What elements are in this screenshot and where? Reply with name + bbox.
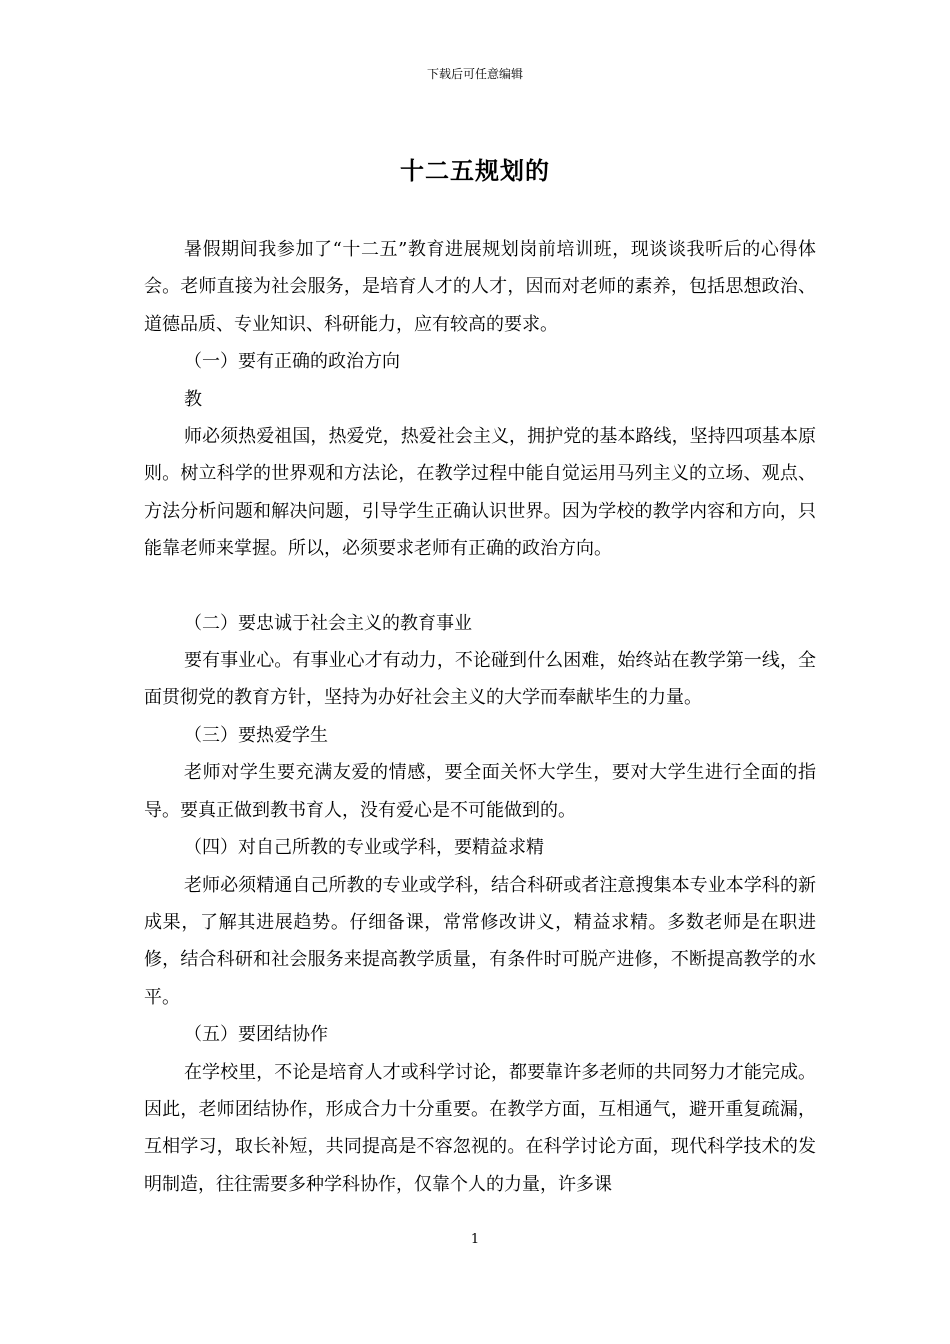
document-title: 十二五规划的 [400,157,550,185]
page-number: 1 [470,1232,480,1247]
paragraph-section-5: 在学校里，不论是培育人才或科学讨论，都要靠许多老师的共同努力才能完成。因此，老师团结协作，形成合力十分重要。在教学方面，互相通气，避开重复疏漏，互相学习，取长补短，共同提高是不容忽视的。在科学讨论方面，现代科学技术的发明制造，往往需要多种学科协作，仅靠个人的力量，许多课 [144,1061,816,1195]
paragraph-fragment: 教 [184,388,202,410]
section-heading-1: （一）要有正确的政治方向 [184,351,400,373]
paragraph-section-3: 老师对学生要充满友爱的情感，要全面关怀大学生，要对大学生进行全面的指导。要真正做到教书育人，没有爱心是不可能做到的。 [144,762,816,821]
section-heading-5: （五）要团结协作 [184,1024,328,1046]
document-body [144,231,816,1203]
section-heading-3: （三）要热爱学生 [184,724,328,746]
section-heading-2: （二）要忠诚于社会主义的教育事业 [184,612,472,634]
header-note: 下载后可任意编辑 [426,67,523,81]
paragraph-section-4: 老师必须精通自己所教的专业或学科，结合科研或者注意搜集本专业本学科的新成果，了解其进展趋势。仔细备课，常常修改讲义，精益求精。多数老师是在职进修，结合科研和社会服务来提高教学质量，有条件时可脱产进修，不断提高教学的水平。 [144,874,816,1008]
paragraph-section-2: 要有事业心。有事业心才有动力，不论碰到什么困难，始终站在教学第一线，全面贯彻党的教育方针，坚持为办好社会主义的大学而奉献毕生的力量。 [144,650,816,709]
paragraph-section-1: 师必须热爱祖国，热爱党，热爱社会主义，拥护党的基本路线，坚持四项基本原则。树立科学的世界观和方法论，在教学过程中能自觉运用马列主义的立场、观点、方法分析问题和解决问题，引导学生正确认识世界。因为学校的教学内容和方向，只能靠老师来掌握。所以，必须要求老师有正确的政治方向。 [144,426,816,560]
section-heading-4: （四）对自己所教的专业或学科，要精益求精 [184,837,544,859]
paragraph-intro: 暑假期间我参加了“十二五”教育进展规划岗前培训班，现谈谈我听后的心得体会。老师直接为社会服务，是培育人才的人才，因而对老师的素养，包括思想政治、道德品质、专业知识、科研能力，应有较高的要求。 [144,239,816,335]
